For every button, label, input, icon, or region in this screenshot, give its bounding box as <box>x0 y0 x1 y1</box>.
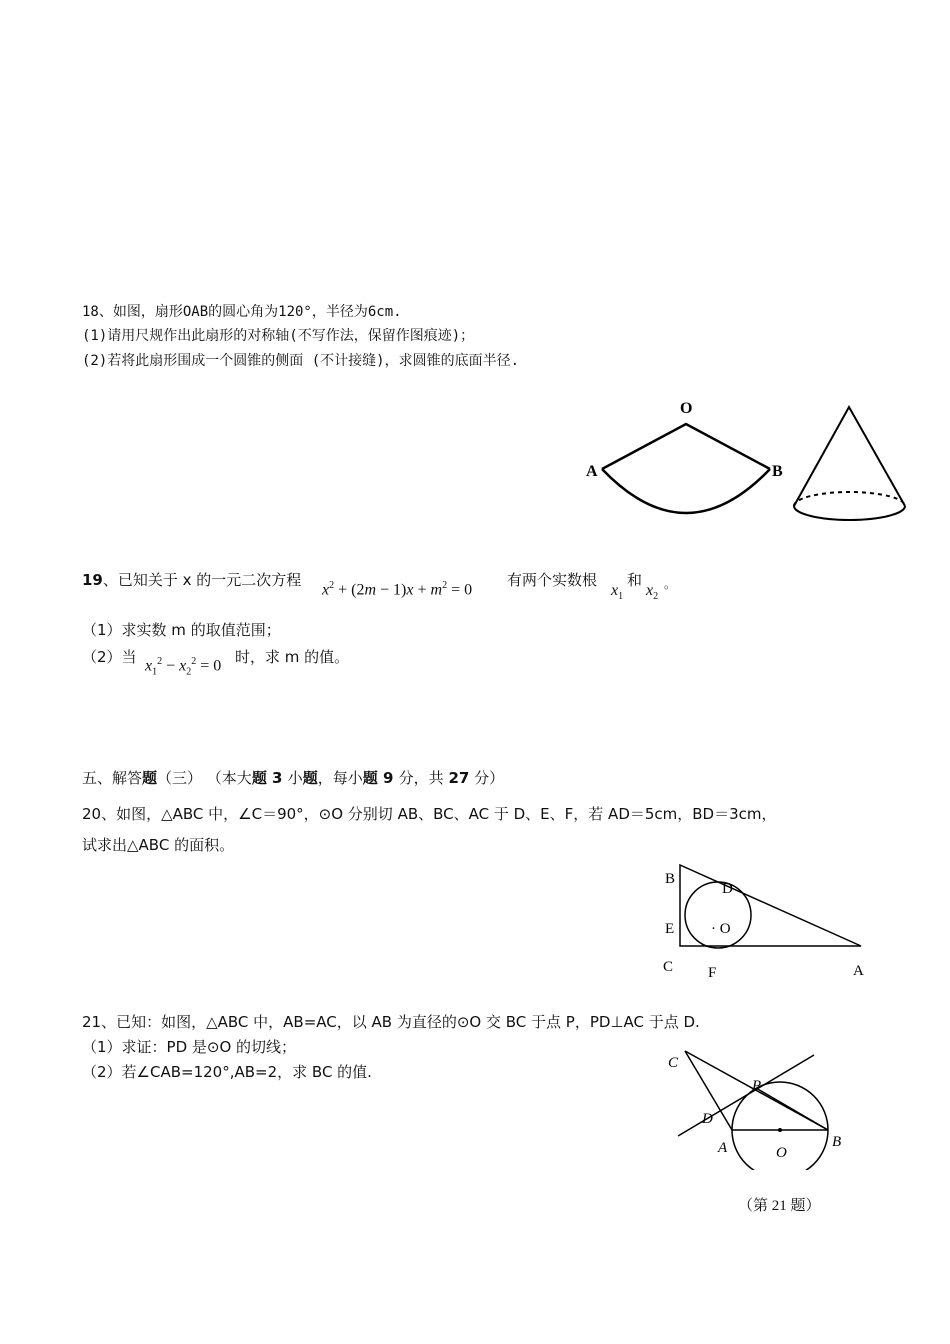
q19-stem-a: 、已知关于 x 的一元二次方程 <box>102 571 302 589</box>
q19-number: 19 <box>82 571 103 589</box>
section5-j: 9 <box>377 769 399 787</box>
sector-label-b: B <box>772 463 783 480</box>
section5-h: ，每小 <box>317 769 363 787</box>
section5-k: 分，共 <box>398 769 449 787</box>
section5-e: 3 <box>266 769 288 787</box>
q19-part1: （1）求实数 m 的取值范围； <box>82 621 281 639</box>
tri-label-o: · O <box>711 921 731 937</box>
q21-stem: 21、已知：如图，△ABC 中，AB=AC，以 AB 为直径的⊙O 交 BC 于点 P，PD⊥AC 于点 D. <box>82 1013 700 1031</box>
circ-label-p: P <box>752 1078 762 1094</box>
q19-stem-end: 。 <box>664 577 677 591</box>
q18-stem: 18、如图，扇形OAB的圆心角为120°，半径为6cm. <box>82 304 402 320</box>
tri-label-d: D <box>722 881 733 897</box>
q18-part1: (1)请用尺规作出此扇形的对称轴(不写作法，保留作图痕迹)； <box>82 328 475 344</box>
q19-stem-b: 有两个实数根 <box>507 571 598 589</box>
q19-stem-c: 和 <box>627 571 643 589</box>
section5-c: （三） （本大 <box>157 769 252 787</box>
circ-label-o: O <box>776 1145 787 1161</box>
q19-root-x2: $x_2$ <box>646 582 659 603</box>
q19-stem <box>82 570 301 590</box>
q19-equation: $x^2 + (2m - 1)x + m^2 = 0$ <box>322 580 473 599</box>
circ-label-d: D <box>702 1111 713 1127</box>
section5-g: 题 <box>302 769 318 787</box>
q21-part1: （1）求证：PD 是⊙O 的切线； <box>82 1038 297 1056</box>
circle-tangent-figure <box>660 1045 860 1170</box>
q21-caption: （第 21 题） <box>738 1198 821 1214</box>
q20-stem2: 试求出△ABC 的面积。 <box>82 836 235 854</box>
tri-label-f: F <box>708 965 717 981</box>
section5-l: 27 <box>448 769 470 787</box>
section5-i: 题 <box>362 769 378 787</box>
tri-label-c: C <box>663 959 674 975</box>
q19-part2-a: （2）当 <box>82 648 137 666</box>
triangle-incircle-figure <box>655 860 875 985</box>
section5-m: 分） <box>469 769 505 787</box>
section5-f: 小 <box>287 769 303 787</box>
q19-part2-b: 时，求 m 的值。 <box>235 648 350 666</box>
circ-label-c: C <box>668 1055 679 1071</box>
circ-label-a: A <box>718 1140 728 1156</box>
section5-heading <box>82 768 504 788</box>
tri-label-a: A <box>853 963 864 979</box>
section5-d: 题 <box>251 769 267 787</box>
section5-a: 五、解答 <box>82 769 143 787</box>
tri-label-e: E <box>665 921 675 937</box>
q19-root-x1: $x_1$ <box>611 582 624 603</box>
circ-label-b: B <box>832 1134 842 1150</box>
sector-label-o: O <box>680 400 693 417</box>
q21-part2: （2）若∠CAB=120°,AB=2，求 BC 的值. <box>82 1063 372 1081</box>
section5-b: 题 <box>142 769 158 787</box>
q19-condition: $x_1^2 - x_2^2 = 0$ <box>145 656 222 678</box>
cone-figure <box>785 398 915 528</box>
sector-label-a: A <box>586 463 598 480</box>
q20-stem: 20、如图，△ABC 中，∠C＝90°，⊙O 分别切 AB、BC、AC 于 D、E、F，若 AD＝5cm，BD＝3cm， <box>82 805 777 823</box>
tri-label-b: B <box>665 871 676 887</box>
q18-part2: (2)若将此扇形围成一个圆锥的侧面 (不计接缝)，求圆锥的底面半径. <box>82 353 519 369</box>
